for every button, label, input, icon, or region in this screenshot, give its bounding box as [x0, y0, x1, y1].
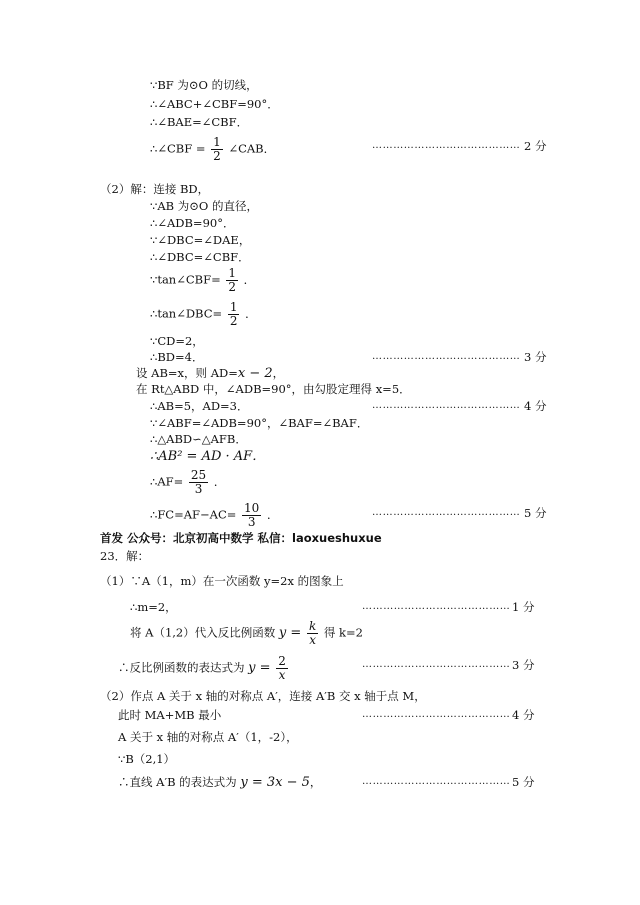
proof-line: ∵B（2,1）	[118, 752, 176, 766]
denominator: x	[278, 668, 286, 682]
proof-line: ∵∠DBC=∠DAE，	[150, 233, 251, 247]
proof-line: （1）∵A（1，m）在一次函数 y=2x 的图象上	[100, 574, 344, 588]
dot-leader: ……………………………………	[372, 400, 521, 411]
proof-line: ∵∠ABF=∠ADB=90°，∠BAF=∠BAF．	[150, 416, 369, 430]
fraction	[228, 301, 240, 328]
proof-line: ∴△ABD∽△AFB．	[150, 432, 247, 446]
fraction	[189, 469, 208, 496]
math-expression: x − 2	[237, 366, 273, 381]
proof-line	[150, 267, 255, 294]
proof-line: A 关于 x 轴的对称点 A′（1，-2），	[118, 730, 298, 744]
score-mark: 4 分	[524, 399, 547, 413]
proof-line	[118, 775, 321, 790]
text: ，	[309, 775, 322, 789]
math-expression: y =	[248, 660, 271, 676]
proof-line: ∵BF 为⊙O 的切线，	[150, 78, 258, 92]
numerator: 10	[244, 501, 260, 515]
numerator: 2	[278, 654, 286, 668]
proof-line: ∴BD=4．	[150, 350, 204, 364]
score-mark: 3 分	[512, 658, 535, 672]
section-heading: （2）解：连接 BD，	[100, 182, 210, 196]
proof-line: 此时 MA+MB 最小	[118, 708, 222, 722]
proof-line	[136, 366, 284, 381]
denominator: x	[309, 633, 316, 647]
proof-line: （2）作点 A 关于 x 轴的对称点 A′，连接 A′B 交 x 轴于点 M，	[100, 689, 426, 703]
numerator: 1	[229, 300, 238, 314]
proof-line: ∴∠ADB=90°．	[150, 216, 235, 230]
score-mark: 5 分	[524, 506, 547, 520]
score-mark: 5 分	[512, 775, 535, 789]
proof-line: ∴AB=5，AD=3．	[150, 399, 249, 413]
proof-line: ∴∠BAE=∠CBF．	[150, 115, 249, 129]
score-mark: 3 分	[524, 350, 547, 364]
text: ．	[213, 474, 226, 489]
text: ．	[243, 272, 256, 287]
text: ∴∠CBF =	[150, 141, 206, 156]
dot-leader: ……………………………………	[372, 351, 521, 362]
question-heading: 23．解：	[100, 549, 150, 563]
math-expression: y =	[278, 625, 302, 641]
promo-banner: 首发 公众号：北京初高中数学 私信：laoxueshuxue	[100, 531, 382, 545]
math-expression: y = 3x − 5	[240, 775, 310, 790]
score-mark: 1 分	[512, 600, 535, 614]
text: ∴反比例函数的表达式为	[118, 660, 245, 675]
text: ∴直线 A′B 的表达式为	[118, 775, 237, 789]
numerator: k	[308, 619, 317, 633]
text: ∵tan∠CBF=	[150, 272, 221, 287]
numerator: 1	[213, 135, 221, 149]
proof-line: ∵AB 为⊙O 的直径，	[150, 199, 258, 213]
dot-leader: ……………………………………	[362, 659, 511, 670]
text: ．	[266, 507, 279, 522]
proof-line: ∴∠ABC+∠CBF=90°．	[150, 97, 279, 111]
score-mark: 4 分	[512, 708, 535, 722]
proof-line: ∵CD=2，	[150, 334, 204, 348]
denominator: 3	[194, 482, 203, 496]
denominator: 2	[229, 314, 238, 328]
text: ∴AF=	[150, 474, 184, 489]
numerator: 1	[228, 266, 236, 280]
score-mark: 2 分	[524, 139, 547, 153]
text: ∴FC=AF−AC=	[150, 507, 237, 522]
proof-line	[130, 620, 363, 647]
denominator: 3	[247, 515, 256, 529]
fraction	[307, 620, 318, 647]
text: ∴tan∠DBC=	[150, 306, 223, 321]
text: 设 AB=x，则 AD=	[136, 366, 238, 380]
proof-line	[150, 502, 278, 529]
text: ．	[245, 306, 257, 321]
text: 将 A（1,2）代入反比例函数	[130, 625, 276, 640]
dot-leader: ……………………………………	[372, 140, 521, 151]
text: 得 k=2	[323, 625, 363, 640]
proof-line: ∴m=2，	[130, 600, 177, 614]
dot-leader: ……………………………………	[362, 709, 511, 720]
fraction	[211, 136, 223, 163]
proof-line: 在 Rt△ABD 中，∠ADB=90°，由勾股定理得 x=5．	[136, 382, 411, 396]
proof-line	[150, 136, 275, 163]
text: ∠CAB．	[228, 141, 276, 156]
dot-leader: ……………………………………	[362, 601, 511, 612]
denominator: 2	[213, 149, 221, 163]
fraction	[242, 502, 261, 529]
fraction	[276, 655, 288, 682]
proof-line: ∴∠DBC=∠CBF．	[150, 250, 250, 264]
fraction	[226, 267, 238, 294]
text: ，	[272, 366, 285, 380]
proof-line	[118, 655, 290, 682]
proof-line	[150, 469, 225, 496]
numerator: 25	[190, 468, 207, 482]
denominator: 2	[228, 280, 236, 294]
dot-leader: ……………………………………	[372, 507, 521, 518]
dot-leader: ……………………………………	[362, 776, 511, 787]
proof-line	[150, 301, 257, 328]
proof-line: ∴AB² = AD · AF．	[150, 449, 266, 464]
